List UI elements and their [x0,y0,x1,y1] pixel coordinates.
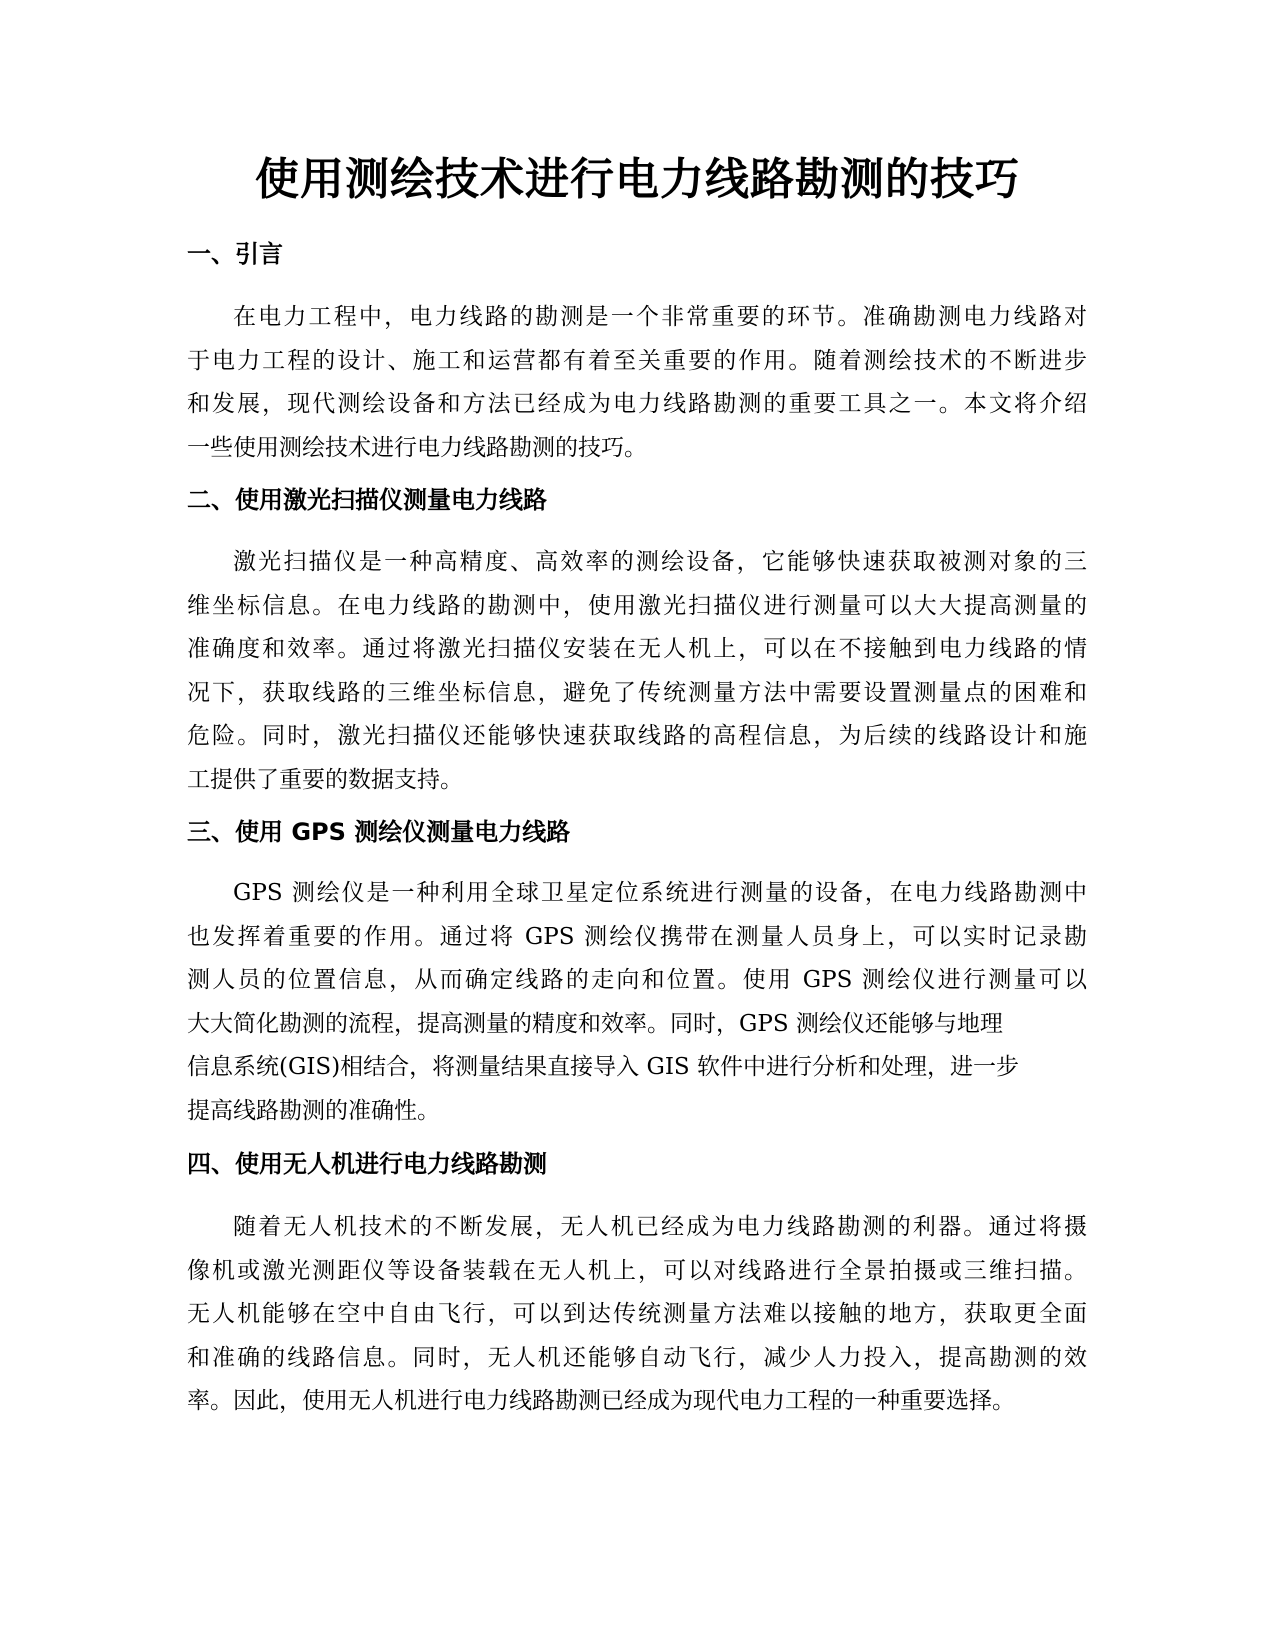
paragraph-line: GPS 测绘仪是一种利用全球卫星定位系统进行测量的设备，在电力线路勘测中 [233,880,1087,906]
section-heading-gps-surveyor: 三、使用 GPS 测绘仪测量电力线路 [187,818,571,846]
paragraph-line: 在电力工程中，电力线路的勘测是一个非常重要的环节。准确勘测电力线路对 [233,304,1087,330]
paragraph-line: 和发展，现代测绘设备和方法已经成为电力线路勘测的重要工具之一。本文将介绍 [187,391,1087,417]
section-paragraph-laser-scanner [187,541,1087,802]
paragraph-line: 一些使用测绘技术进行电力线路勘测的技巧。 [187,434,647,461]
section-heading-laser-scanner: 二、使用激光扫描仪测量电力线路 [187,486,547,514]
paragraph-line: 和准确的线路信息。同时，无人机还能够自动飞行，减少人力投入，提高勘测的效 [187,1344,1087,1371]
paragraph-line: 也发挥着重要的作用。通过将 GPS 测绘仪携带在测量人员身上，可以实时记录勘 [187,923,1087,950]
paragraph-line: 随着无人机技术的不断发展，无人机已经成为电力线路勘测的利器。通过将摄 [233,1214,1087,1240]
paragraph-line: 工提供了重要的数据支持。 [187,766,463,793]
paragraph-line: 危险。同时，激光扫描仪还能够快速获取线路的高程信息，为后续的线路设计和施 [187,723,1087,749]
paragraph-line: 提高线路勘测的准确性。 [187,1097,440,1124]
section-heading-drone: 四、使用无人机进行电力线路勘测 [187,1150,547,1178]
paragraph-line: 大大简化勘测的流程，提高测量的精度和效率。同时，GPS 测绘仪还能够与地理 [187,1010,1003,1037]
paragraph-line: 激光扫描仪是一种高精度、高效率的测绘设备，它能够快速获取被测对象的三 [233,549,1087,575]
paragraph-line: 于电力工程的设计、施工和运营都有着至关重要的作用。随着测绘技术的不断进步 [187,347,1087,374]
paragraph-line: 无人机能够在空中自由飞行，可以到达传统测量方法难以接触的地方，获取更全面 [187,1301,1087,1327]
paragraph-line: 测人员的位置信息，从而确定线路的走向和位置。使用 GPS 测绘仪进行测量可以 [187,967,1087,993]
paragraph-line: 准确度和效率。通过将激光扫描仪安装在无人机上，可以在不接触到电力线路的情 [187,636,1087,662]
section-heading-introduction: 一、引言 [187,240,283,268]
paragraph-line: 率。因此，使用无人机进行电力线路勘测已经成为现代电力工程的一种重要选择。 [187,1388,1015,1414]
paragraph-line: 况下，获取线路的三维坐标信息，避免了传统测量方法中需要设置测量点的困难和 [187,679,1087,706]
paragraph-line: 像机或激光测距仪等设备装载在无人机上，可以对线路进行全景拍摄或三维扫描。 [187,1257,1087,1284]
section-paragraph-drone [187,1206,1087,1424]
section-paragraph-introduction [187,296,1087,470]
paragraph-line: 维坐标信息。在电力线路的勘测中，使用激光扫描仪进行测量可以大大提高测量的 [187,592,1087,619]
document-title: 使用测绘技术进行电力线路勘测的技巧 [255,154,1020,205]
section-paragraph-gps-surveyor [187,872,1087,1133]
paragraph-line: 信息系统(GIS)相结合，将测量结果直接导入 GIS 软件中进行分析和处理，进一步 [187,1054,1019,1080]
